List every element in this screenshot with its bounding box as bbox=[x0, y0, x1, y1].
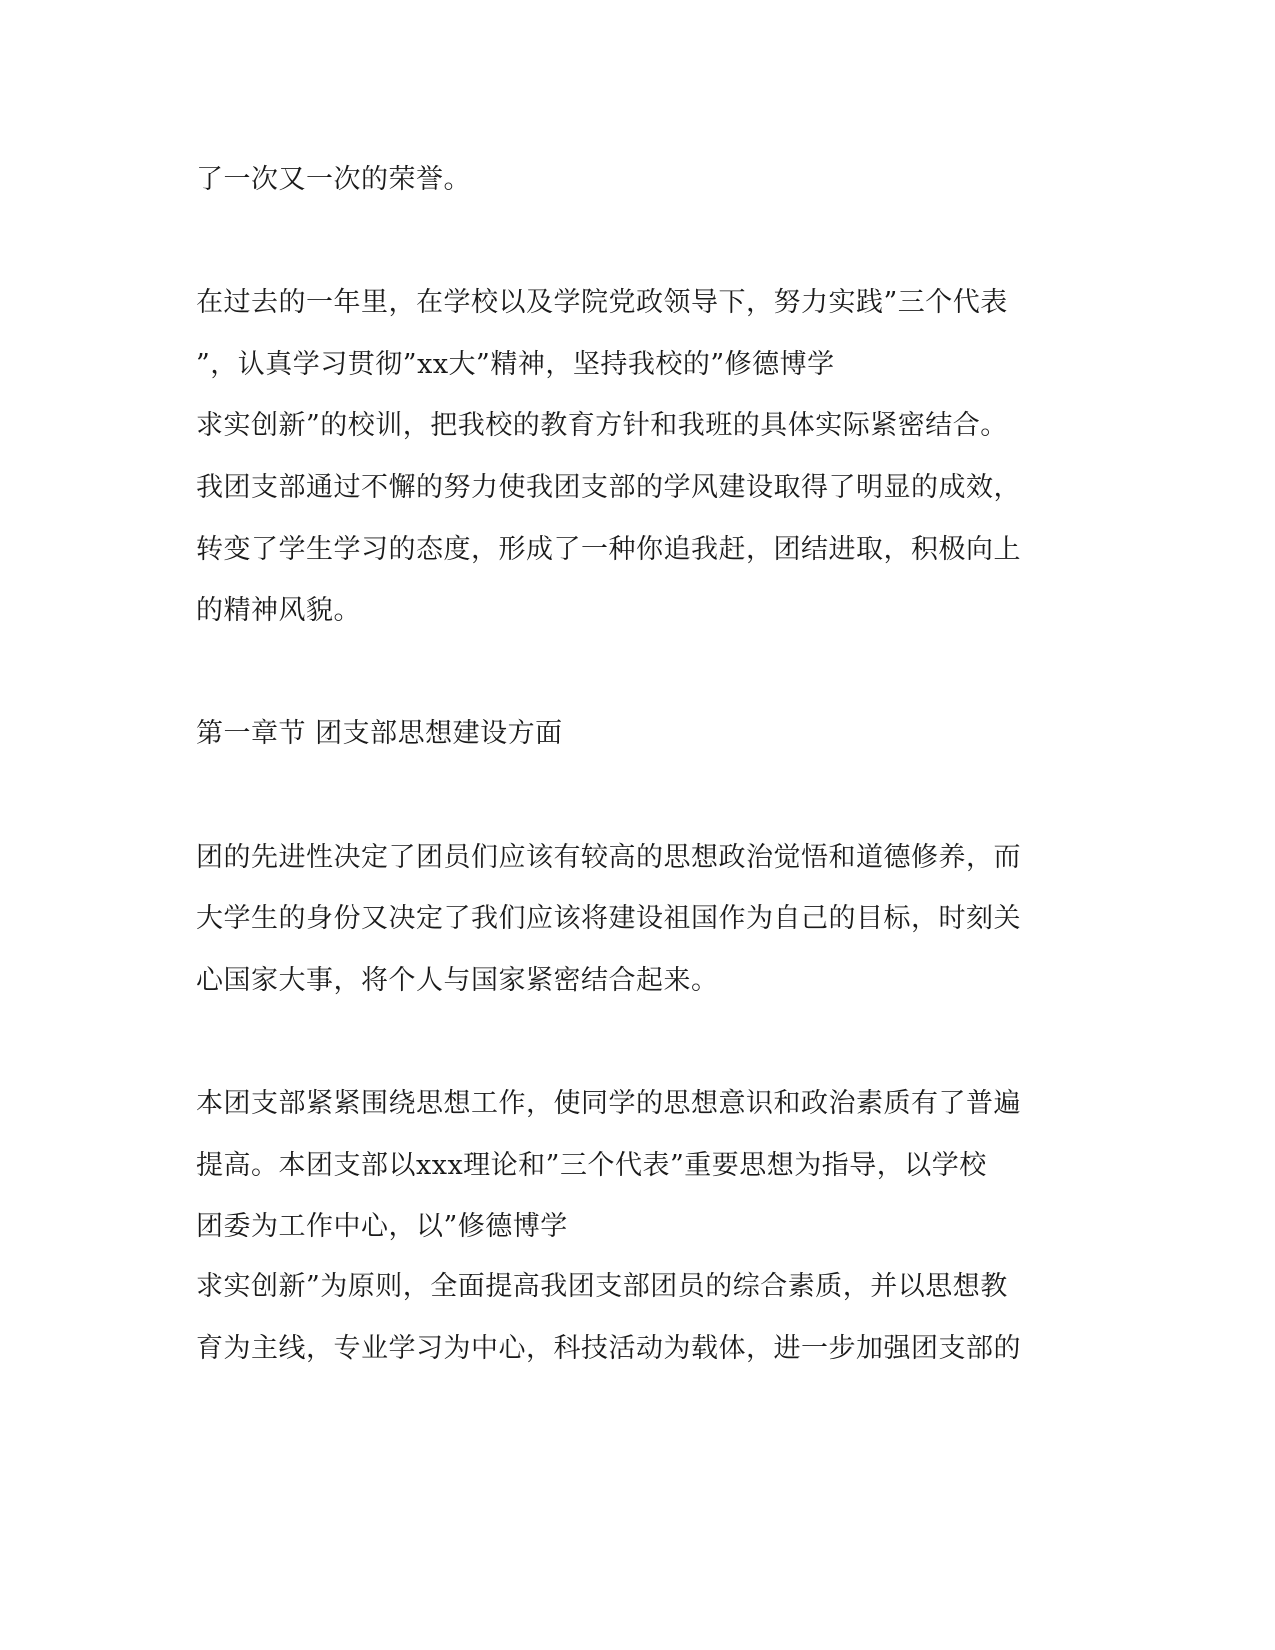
paragraph-4-line-1: 本团支部紧紧围绕思想工作，使同学的思想意识和政治素质有了普遍 bbox=[196, 1088, 1021, 1119]
paragraph-4-line-5: 育为主线，专业学习为中心，科技活动为载体，进一步加强团支部的 bbox=[196, 1333, 1021, 1364]
paragraph-3-line-3: 心国家大事，将个人与国家紧密结合起来。 bbox=[196, 965, 719, 996]
paragraph-4-line-4: 求实创新”为原则，全面提高我团支部团员的综合素质，并以思想教 bbox=[196, 1271, 1008, 1302]
paragraph-2-line-3: 求实创新”的校训，把我校的教育方针和我班的具体实际紧密结合。 bbox=[196, 410, 1008, 441]
paragraph-2-line-1: 在过去的一年里，在学校以及学院党政领导下，努力实践”三个代表 bbox=[196, 287, 1008, 318]
section-heading: 第一章节 团支部思想建设方面 bbox=[196, 718, 563, 749]
paragraph-2-line-5: 转变了学生学习的态度，形成了一种你追我赶，团结进取，积极向上 bbox=[196, 534, 1021, 565]
paragraph-4-line-2: 提高。本团支部以xxx理论和”三个代表”重要思想为指导，以学校 bbox=[196, 1150, 987, 1181]
paragraph-2-line-4: 我团支部通过不懈的努力使我团支部的学风建设取得了明显的成效， bbox=[196, 472, 1021, 503]
paragraph-2-line-6: 的精神风貌。 bbox=[196, 595, 361, 626]
paragraph-4-line-3: 团委为工作中心，以”修德博学 bbox=[196, 1211, 568, 1242]
paragraph-2-line-2: ”，认真学习贯彻”xx大”精神，坚持我校的”修德博学 bbox=[196, 349, 835, 380]
paragraph-3-line-2: 大学生的身份又决定了我们应该将建设祖国作为自己的目标，时刻关 bbox=[196, 903, 1021, 934]
paragraph-3-line-1: 团的先进性决定了团员们应该有较高的思想政治觉悟和道德修养，而 bbox=[196, 842, 1021, 873]
paragraph-1-line-1: 了一次又一次的荣誉。 bbox=[196, 164, 471, 195]
